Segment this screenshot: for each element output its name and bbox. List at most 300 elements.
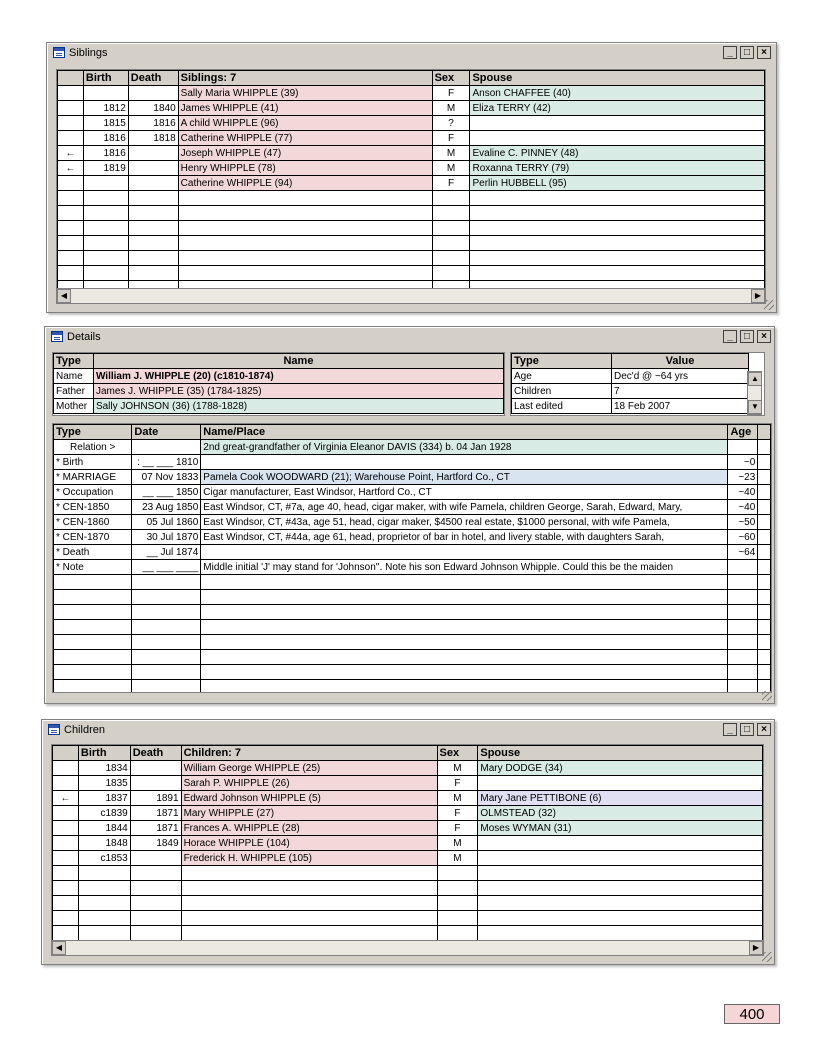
empty-cell[interactable] xyxy=(132,575,201,590)
sibling-name-cell[interactable]: Sally Maria WHIPPLE (39) xyxy=(178,86,432,101)
sibling-row[interactable] xyxy=(58,266,765,281)
sex-cell[interactable]: F xyxy=(432,131,470,146)
sex-cell[interactable]: M xyxy=(432,161,470,176)
event-date-cell[interactable]: 05 Jul 1860 xyxy=(132,515,201,530)
sibling-row[interactable] xyxy=(58,206,765,221)
resize-grip-icon[interactable] xyxy=(762,952,772,962)
birth-cell[interactable]: 1812 xyxy=(83,101,128,116)
empty-cell[interactable] xyxy=(432,221,470,236)
empty-cell[interactable] xyxy=(54,605,132,620)
empty-cell[interactable] xyxy=(432,266,470,281)
child-row[interactable] xyxy=(53,821,763,836)
empty-cell[interactable] xyxy=(83,236,128,251)
spouse-cell[interactable]: Evaline C. PINNEY (48) xyxy=(470,146,765,161)
col-header-type[interactable]: Type xyxy=(54,425,132,440)
row-marker[interactable] xyxy=(53,776,79,791)
empty-cell[interactable] xyxy=(201,590,728,605)
spouse-cell[interactable] xyxy=(478,851,763,866)
empty-cell[interactable] xyxy=(470,221,765,236)
empty-cell[interactable] xyxy=(201,575,728,590)
event-date-cell[interactable]: __ ___ ____ xyxy=(132,560,201,575)
child-row[interactable] xyxy=(53,851,763,866)
empty-cell[interactable] xyxy=(128,251,178,266)
death-cell[interactable]: 1871 xyxy=(130,821,181,836)
spouse-cell[interactable] xyxy=(470,131,765,146)
scroll-right-icon[interactable]: ▶ xyxy=(749,941,763,955)
empty-cell[interactable] xyxy=(78,866,130,881)
empty-cell[interactable] xyxy=(201,635,728,650)
empty-cell[interactable] xyxy=(432,206,470,221)
col-header-marker[interactable] xyxy=(58,71,84,86)
birth-cell[interactable] xyxy=(83,176,128,191)
col-header-value[interactable]: Value xyxy=(612,354,749,369)
event-date-cell[interactable] xyxy=(132,440,201,455)
col-header-type[interactable]: Type xyxy=(512,354,612,369)
empty-cell[interactable] xyxy=(181,926,437,941)
sex-cell[interactable]: F xyxy=(432,176,470,191)
empty-cell[interactable] xyxy=(83,191,128,206)
event-row[interactable] xyxy=(54,440,771,455)
children-titlebar[interactable] xyxy=(42,720,774,740)
event-row[interactable] xyxy=(54,620,771,635)
relation-row[interactable] xyxy=(54,399,504,414)
event-place-cell[interactable]: Middle initial 'J' may stand for 'Johnson''. Note his son Edward Johnson Whipple. Could this be the maiden xyxy=(201,560,728,575)
details-value-vscrollbar[interactable] xyxy=(747,371,762,415)
empty-cell[interactable] xyxy=(201,680,728,694)
event-type-cell[interactable]: Relation > xyxy=(54,440,132,455)
empty-cell[interactable] xyxy=(201,665,728,680)
event-type-cell[interactable]: * Note xyxy=(54,560,132,575)
empty-cell[interactable] xyxy=(83,266,128,281)
empty-cell[interactable] xyxy=(58,206,84,221)
empty-cell[interactable] xyxy=(78,896,130,911)
event-age-cell[interactable] xyxy=(728,440,758,455)
child-name-cell[interactable]: William George WHIPPLE (25) xyxy=(181,761,437,776)
relation-name-cell[interactable]: Sally JOHNSON (36) (1788-1828) xyxy=(93,399,503,414)
child-row[interactable] xyxy=(53,836,763,851)
event-place-cell[interactable]: East Windsor, CT, #7a, age 40, head, cigar maker, with wife Pamela, children George, Sarah, Edward, Mary, xyxy=(201,500,728,515)
empty-cell[interactable] xyxy=(132,635,201,650)
empty-cell[interactable] xyxy=(432,251,470,266)
col-header-death[interactable]: Death xyxy=(130,746,181,761)
empty-cell[interactable] xyxy=(132,650,201,665)
col-header-name-place[interactable]: Name/Place xyxy=(201,425,728,440)
sibling-row[interactable] xyxy=(58,131,765,146)
empty-cell[interactable] xyxy=(470,206,765,221)
event-age-cell[interactable]: ~40 xyxy=(728,485,758,500)
resize-grip-icon[interactable] xyxy=(762,691,772,701)
death-cell[interactable] xyxy=(130,851,181,866)
event-age-cell[interactable]: ~60 xyxy=(728,530,758,545)
sex-cell[interactable]: ? xyxy=(432,116,470,131)
scroll-down-icon[interactable]: ▼ xyxy=(748,400,762,414)
empty-cell[interactable] xyxy=(54,635,132,650)
row-marker[interactable] xyxy=(58,116,84,131)
child-name-cell[interactable]: Edward Johnson WHIPPLE (5) xyxy=(181,791,437,806)
event-type-cell[interactable]: * Death xyxy=(54,545,132,560)
event-date-cell[interactable]: 07 Nov 1833 xyxy=(132,470,201,485)
death-cell[interactable]: 1849 xyxy=(130,836,181,851)
empty-cell[interactable] xyxy=(478,911,763,926)
child-row[interactable] xyxy=(53,881,763,896)
minimize-icon[interactable]: _ xyxy=(723,330,737,343)
child-row[interactable] xyxy=(53,761,763,776)
sibling-name-cell[interactable]: A child WHIPPLE (96) xyxy=(178,116,432,131)
sex-cell[interactable]: M xyxy=(432,101,470,116)
empty-cell[interactable] xyxy=(132,680,201,694)
empty-cell[interactable] xyxy=(437,881,478,896)
spouse-cell[interactable]: Mary DODGE (34) xyxy=(478,761,763,776)
resize-grip-icon[interactable] xyxy=(764,300,774,310)
empty-cell[interactable] xyxy=(58,236,84,251)
event-place-cell[interactable]: 2nd great-grandfather of Virginia Eleanor DAVIS (334) b. 04 Jan 1928 xyxy=(201,440,728,455)
child-name-cell[interactable]: Mary WHIPPLE (27) xyxy=(181,806,437,821)
empty-cell[interactable] xyxy=(758,620,771,635)
maximize-icon[interactable]: □ xyxy=(740,46,754,59)
sex-cell[interactable]: F xyxy=(437,776,478,791)
empty-cell[interactable] xyxy=(758,665,771,680)
birth-cell[interactable]: 1816 xyxy=(83,131,128,146)
attribute-row[interactable] xyxy=(512,369,749,384)
empty-cell[interactable] xyxy=(758,635,771,650)
birth-cell[interactable]: 1844 xyxy=(78,821,130,836)
empty-cell[interactable] xyxy=(478,926,763,941)
event-row[interactable] xyxy=(54,635,771,650)
empty-cell[interactable] xyxy=(128,191,178,206)
spouse-cell[interactable]: Roxanna TERRY (79) xyxy=(470,161,765,176)
death-cell[interactable]: 1818 xyxy=(128,131,178,146)
event-row[interactable] xyxy=(54,470,771,485)
col-header-sex[interactable]: Sex xyxy=(437,746,478,761)
empty-cell[interactable] xyxy=(54,575,132,590)
col-header-children[interactable]: Children: 7 xyxy=(181,746,437,761)
death-cell[interactable]: 1891 xyxy=(130,791,181,806)
event-age-cell[interactable] xyxy=(728,560,758,575)
sibling-row[interactable] xyxy=(58,146,765,161)
empty-cell[interactable] xyxy=(54,665,132,680)
siblings-hscrollbar[interactable] xyxy=(56,288,766,304)
sex-cell[interactable]: F xyxy=(437,821,478,836)
empty-cell[interactable] xyxy=(130,911,181,926)
empty-cell[interactable] xyxy=(201,650,728,665)
empty-cell[interactable] xyxy=(132,665,201,680)
death-cell[interactable] xyxy=(128,146,178,161)
empty-cell[interactable] xyxy=(728,665,758,680)
relation-row[interactable] xyxy=(54,384,504,399)
empty-cell[interactable] xyxy=(58,266,84,281)
empty-cell[interactable] xyxy=(78,881,130,896)
empty-cell[interactable] xyxy=(178,206,432,221)
event-row[interactable] xyxy=(54,560,771,575)
empty-cell[interactable] xyxy=(54,650,132,665)
relation-name-cell[interactable]: James J. WHIPPLE (35) (1784-1825) xyxy=(93,384,503,399)
sex-cell[interactable]: M xyxy=(437,836,478,851)
spouse-cell[interactable]: Eliza TERRY (42) xyxy=(470,101,765,116)
col-header-spouse[interactable]: Spouse xyxy=(478,746,763,761)
birth-cell[interactable]: c1839 xyxy=(78,806,130,821)
empty-cell[interactable] xyxy=(53,881,79,896)
arrow-left-icon[interactable]: ← xyxy=(53,791,79,806)
row-marker[interactable] xyxy=(58,101,84,116)
empty-cell[interactable] xyxy=(758,590,771,605)
empty-cell[interactable] xyxy=(54,680,132,694)
sibling-row[interactable] xyxy=(58,236,765,251)
sibling-name-cell[interactable]: Catherine WHIPPLE (94) xyxy=(178,176,432,191)
event-row[interactable] xyxy=(54,530,771,545)
empty-cell[interactable] xyxy=(728,575,758,590)
row-marker[interactable] xyxy=(58,86,84,101)
empty-cell[interactable] xyxy=(78,926,130,941)
empty-cell[interactable] xyxy=(130,881,181,896)
attribute-row[interactable] xyxy=(512,399,749,414)
row-marker[interactable] xyxy=(53,761,79,776)
child-name-cell[interactable]: Frederick H. WHIPPLE (105) xyxy=(181,851,437,866)
arrow-left-icon[interactable]: ← xyxy=(58,161,84,176)
event-date-cell[interactable]: __ Jul 1874 xyxy=(132,545,201,560)
col-header-marker[interactable] xyxy=(53,746,79,761)
sibling-name-cell[interactable]: Joseph WHIPPLE (47) xyxy=(178,146,432,161)
sex-cell[interactable]: F xyxy=(437,806,478,821)
birth-cell[interactable]: 1819 xyxy=(83,161,128,176)
event-type-cell[interactable]: * CEN-1860 xyxy=(54,515,132,530)
death-cell[interactable] xyxy=(128,86,178,101)
child-row[interactable] xyxy=(53,791,763,806)
empty-cell[interactable] xyxy=(132,620,201,635)
empty-cell[interactable] xyxy=(728,605,758,620)
empty-cell[interactable] xyxy=(728,650,758,665)
empty-cell[interactable] xyxy=(83,221,128,236)
child-row[interactable] xyxy=(53,896,763,911)
empty-cell[interactable] xyxy=(178,266,432,281)
event-row[interactable] xyxy=(54,545,771,560)
empty-cell[interactable] xyxy=(470,266,765,281)
empty-cell[interactable] xyxy=(181,896,437,911)
empty-cell[interactable] xyxy=(83,251,128,266)
birth-cell[interactable]: 1835 xyxy=(78,776,130,791)
empty-cell[interactable] xyxy=(437,926,478,941)
event-date-cell[interactable]: __ ___ 1850 xyxy=(132,485,201,500)
empty-cell[interactable] xyxy=(53,866,79,881)
sibling-row[interactable] xyxy=(58,116,765,131)
sibling-row[interactable] xyxy=(58,86,765,101)
child-name-cell[interactable]: Frances A. WHIPPLE (28) xyxy=(181,821,437,836)
empty-cell[interactable] xyxy=(758,605,771,620)
event-type-cell[interactable]: * Occupation xyxy=(54,485,132,500)
empty-cell[interactable] xyxy=(78,911,130,926)
event-date-cell[interactable]: : __ ___ 1810 xyxy=(132,455,201,470)
death-cell[interactable] xyxy=(130,761,181,776)
birth-cell[interactable]: 1816 xyxy=(83,146,128,161)
attribute-value-cell[interactable]: Dec'd @ ~64 yrs xyxy=(612,369,749,384)
row-marker[interactable] xyxy=(53,806,79,821)
col-header-type[interactable]: Type xyxy=(54,354,94,369)
spouse-cell[interactable] xyxy=(470,116,765,131)
event-date-cell[interactable]: 30 Jul 1870 xyxy=(132,530,201,545)
empty-cell[interactable] xyxy=(130,866,181,881)
close-icon[interactable]: × xyxy=(757,723,771,736)
empty-cell[interactable] xyxy=(437,911,478,926)
birth-cell[interactable]: 1834 xyxy=(78,761,130,776)
siblings-titlebar[interactable] xyxy=(47,43,776,63)
sibling-row[interactable] xyxy=(58,251,765,266)
col-header-age[interactable]: Age xyxy=(728,425,758,440)
empty-cell[interactable] xyxy=(432,191,470,206)
event-place-cell[interactable]: East Windsor, CT, #44a, age 61, head, proprietor of bar in hotel, and livery stable, with daughters Sarah, xyxy=(201,530,728,545)
col-header-name[interactable]: Name xyxy=(93,354,503,369)
death-cell[interactable]: 1871 xyxy=(130,806,181,821)
minimize-icon[interactable]: _ xyxy=(723,723,737,736)
death-cell[interactable] xyxy=(128,176,178,191)
empty-cell[interactable] xyxy=(478,866,763,881)
empty-cell[interactable] xyxy=(478,881,763,896)
empty-cell[interactable] xyxy=(181,866,437,881)
sex-cell[interactable]: M xyxy=(437,791,478,806)
empty-cell[interactable] xyxy=(178,251,432,266)
empty-cell[interactable] xyxy=(58,221,84,236)
row-marker[interactable] xyxy=(58,131,84,146)
birth-cell[interactable]: 1848 xyxy=(78,836,130,851)
empty-cell[interactable] xyxy=(58,191,84,206)
attribute-value-cell[interactable]: 18 Feb 2007 xyxy=(612,399,749,414)
empty-cell[interactable] xyxy=(130,896,181,911)
child-row[interactable] xyxy=(53,926,763,941)
col-header-sex[interactable]: Sex xyxy=(432,71,470,86)
sibling-row[interactable] xyxy=(58,221,765,236)
empty-cell[interactable] xyxy=(130,926,181,941)
sex-cell[interactable]: M xyxy=(437,761,478,776)
event-age-cell[interactable]: ~50 xyxy=(728,515,758,530)
event-row[interactable] xyxy=(54,575,771,590)
relation-row[interactable] xyxy=(54,369,504,384)
sex-cell[interactable]: F xyxy=(432,86,470,101)
empty-cell[interactable] xyxy=(432,236,470,251)
sibling-name-cell[interactable]: Henry WHIPPLE (78) xyxy=(178,161,432,176)
empty-cell[interactable] xyxy=(54,590,132,605)
event-type-cell[interactable]: * MARRIAGE xyxy=(54,470,132,485)
empty-cell[interactable] xyxy=(478,896,763,911)
empty-cell[interactable] xyxy=(201,605,728,620)
empty-cell[interactable] xyxy=(758,575,771,590)
empty-cell[interactable] xyxy=(758,650,771,665)
death-cell[interactable] xyxy=(128,161,178,176)
empty-cell[interactable] xyxy=(181,881,437,896)
event-row[interactable] xyxy=(54,590,771,605)
empty-cell[interactable] xyxy=(178,236,432,251)
maximize-icon[interactable]: □ xyxy=(740,723,754,736)
spouse-cell[interactable]: Perlin HUBBELL (95) xyxy=(470,176,765,191)
empty-cell[interactable] xyxy=(128,206,178,221)
spouse-cell[interactable]: Anson CHAFFEE (40) xyxy=(470,86,765,101)
child-row[interactable] xyxy=(53,911,763,926)
spouse-cell[interactable] xyxy=(478,776,763,791)
empty-cell[interactable] xyxy=(201,620,728,635)
empty-cell[interactable] xyxy=(132,605,201,620)
birth-cell[interactable]: c1853 xyxy=(78,851,130,866)
empty-cell[interactable] xyxy=(178,191,432,206)
child-row[interactable] xyxy=(53,806,763,821)
row-marker[interactable] xyxy=(53,821,79,836)
row-marker[interactable] xyxy=(53,851,79,866)
child-name-cell[interactable]: Horace WHIPPLE (104) xyxy=(181,836,437,851)
child-row[interactable] xyxy=(53,776,763,791)
event-age-cell[interactable]: ~40 xyxy=(728,500,758,515)
event-age-cell[interactable]: ~64 xyxy=(728,545,758,560)
sibling-row[interactable] xyxy=(58,176,765,191)
empty-cell[interactable] xyxy=(128,236,178,251)
attribute-value-cell[interactable]: 7 xyxy=(612,384,749,399)
empty-cell[interactable] xyxy=(437,866,478,881)
event-row[interactable] xyxy=(54,455,771,470)
empty-cell[interactable] xyxy=(728,680,758,694)
sibling-row[interactable] xyxy=(58,191,765,206)
empty-cell[interactable] xyxy=(54,620,132,635)
event-row[interactable] xyxy=(54,500,771,515)
empty-cell[interactable] xyxy=(53,896,79,911)
death-cell[interactable]: 1816 xyxy=(128,116,178,131)
sex-cell[interactable]: M xyxy=(437,851,478,866)
event-place-cell[interactable] xyxy=(201,455,728,470)
event-place-cell[interactable]: Pamela Cook WOODWARD (21); Warehouse Point, Hartford Co., CT xyxy=(201,470,728,485)
attribute-row[interactable] xyxy=(512,384,749,399)
sibling-row[interactable] xyxy=(58,161,765,176)
empty-cell[interactable] xyxy=(83,206,128,221)
sibling-name-cell[interactable]: Catherine WHIPPLE (77) xyxy=(178,131,432,146)
child-row[interactable] xyxy=(53,866,763,881)
empty-cell[interactable] xyxy=(128,221,178,236)
event-age-cell[interactable]: ~0 xyxy=(728,455,758,470)
scroll-left-icon[interactable]: ◀ xyxy=(52,941,66,955)
scroll-up-icon[interactable]: ▲ xyxy=(748,372,762,386)
spouse-cell[interactable]: Mary Jane PETTIBONE (6) xyxy=(478,791,763,806)
children-hscrollbar[interactable] xyxy=(51,940,764,956)
event-age-cell[interactable]: ~23 xyxy=(728,470,758,485)
event-row[interactable] xyxy=(54,650,771,665)
arrow-left-icon[interactable]: ← xyxy=(58,146,84,161)
col-header-birth[interactable]: Birth xyxy=(83,71,128,86)
col-header-date[interactable]: Date xyxy=(132,425,201,440)
event-date-cell[interactable]: 23 Aug 1850 xyxy=(132,500,201,515)
event-row[interactable] xyxy=(54,515,771,530)
scroll-left-icon[interactable]: ◀ xyxy=(57,289,71,303)
col-header-siblings[interactable]: Siblings: 7 xyxy=(178,71,432,86)
empty-cell[interactable] xyxy=(437,896,478,911)
sibling-row[interactable] xyxy=(58,101,765,116)
empty-cell[interactable] xyxy=(53,926,79,941)
empty-cell[interactable] xyxy=(58,251,84,266)
col-header-birth[interactable]: Birth xyxy=(78,746,130,761)
close-icon[interactable]: × xyxy=(757,330,771,343)
event-row[interactable] xyxy=(54,680,771,694)
event-row[interactable] xyxy=(54,605,771,620)
event-type-cell[interactable]: * Birth xyxy=(54,455,132,470)
minimize-icon[interactable]: _ xyxy=(723,46,737,59)
spouse-cell[interactable] xyxy=(478,836,763,851)
sibling-name-cell[interactable]: James WHIPPLE (41) xyxy=(178,101,432,116)
col-header-death[interactable]: Death xyxy=(128,71,178,86)
event-place-cell[interactable]: Cigar manufacturer, East Windsor, Hartford Co., CT xyxy=(201,485,728,500)
event-place-cell[interactable] xyxy=(201,545,728,560)
empty-cell[interactable] xyxy=(53,911,79,926)
birth-cell[interactable] xyxy=(83,86,128,101)
scroll-right-icon[interactable]: ▶ xyxy=(751,289,765,303)
birth-cell[interactable]: 1815 xyxy=(83,116,128,131)
row-marker[interactable] xyxy=(53,836,79,851)
event-place-cell[interactable]: East Windsor, CT, #43a, age 51, head, cigar maker, $4500 real estate, $1000 personal, with wife Pamela, xyxy=(201,515,728,530)
empty-cell[interactable] xyxy=(178,221,432,236)
empty-cell[interactable] xyxy=(132,590,201,605)
death-cell[interactable]: 1840 xyxy=(128,101,178,116)
maximize-icon[interactable]: □ xyxy=(740,330,754,343)
